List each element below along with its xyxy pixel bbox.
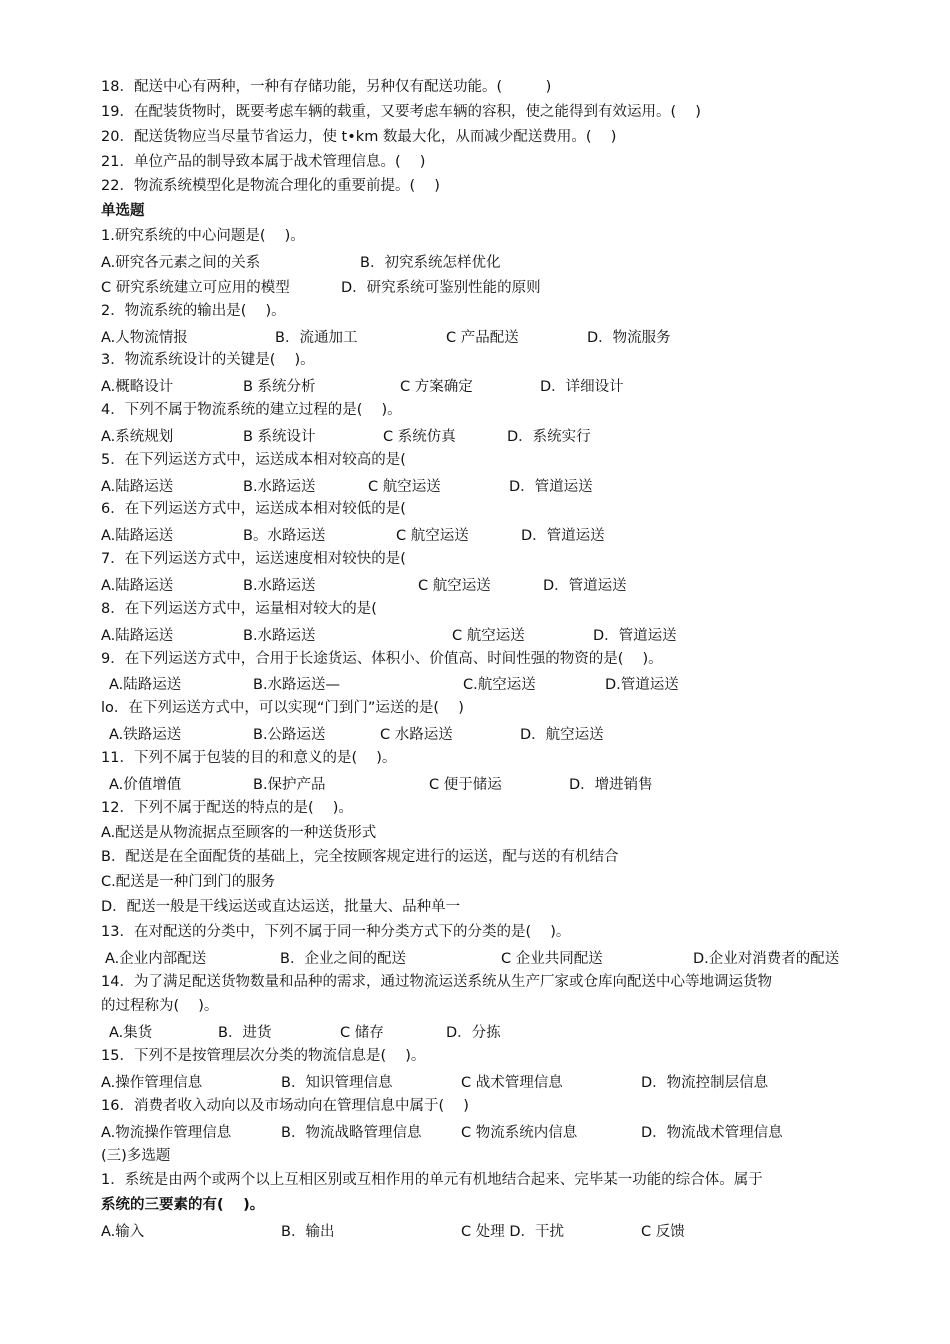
- text-line: 14．为了满足配送货物数量和品种的需求，通过物流运送系统从生产厂家或仓库向配送中心等地调运货物: [101, 973, 772, 990]
- answer-option: D．管道运送: [509, 478, 593, 495]
- answer-option: B 系统设计: [243, 428, 316, 445]
- answer-option: C.航空运送: [463, 677, 536, 694]
- answer-option: A.陆路运送: [101, 478, 174, 495]
- answer-option: C 企业共同配送: [501, 950, 603, 967]
- answer-option: C 物流系统内信息: [461, 1124, 578, 1141]
- answer-option: B．知识管理信息: [281, 1075, 393, 1091]
- answer-option: C 储存: [340, 1025, 384, 1042]
- answer-option: A.概略设计: [101, 379, 174, 396]
- answer-option: C 战术管理信息: [461, 1075, 563, 1091]
- answer-option: B．输出: [281, 1224, 335, 1241]
- answer-option: C 产品配送: [446, 329, 519, 346]
- answer-option: B.水路运送—: [253, 677, 341, 694]
- answer-option: D．管道运送: [543, 578, 627, 594]
- answer-option: A.集货: [109, 1025, 153, 1042]
- answer-option: B。水路运送: [243, 528, 326, 545]
- answer-option: B．初究系统怎样优化: [360, 254, 501, 271]
- answer-option: A.陆路运送: [101, 578, 174, 594]
- answer-option: C 航空运送: [452, 627, 525, 644]
- answer-option: C 水路运送: [380, 727, 453, 744]
- text-line: 15．下列不是按管理层次分类的物流信息是( )。: [101, 1048, 426, 1065]
- answer-option: A.陆路运送: [101, 528, 174, 545]
- answer-option: A.企业内部配送: [105, 950, 207, 967]
- answer-option: C 反馈: [641, 1224, 685, 1241]
- text-line: 6．在下列运送方式中，运送成本相对较低的是(: [101, 501, 406, 518]
- text-line: 2．物流系统的输出是( )。: [101, 302, 286, 319]
- answer-option: A.系统规划: [101, 428, 174, 445]
- text-line: 20．配送货物应当尽量节省运力，使 t•km 数最大化，从而减少配送费用。( ): [101, 128, 617, 145]
- answer-option: B．企业之间的配送: [280, 950, 406, 967]
- answer-option: B.水路运送: [243, 478, 316, 495]
- answer-option: C 航空运送: [418, 578, 491, 594]
- text-line: C.配送是一种门到门的服务: [101, 874, 276, 891]
- answer-option: B．物流战略管理信息: [281, 1124, 422, 1141]
- answer-option: B.公路运送: [253, 727, 326, 744]
- answer-option: A.人物流情报: [101, 329, 188, 346]
- section-heading: 系统的三要素的有( )。: [101, 1197, 265, 1214]
- answer-option: D．管道运送: [521, 528, 605, 545]
- answer-option: C 研究系统建立可应用的模型: [101, 279, 290, 296]
- answer-option: D．系统实行: [507, 428, 591, 445]
- text-line: 1．系统是由两个或两个以上互相区别或互相作用的单元有机地结合起来、完毕某一功能的综合体。属于: [101, 1172, 763, 1189]
- text-line: 19．在配装货物时，既要考虑车辆的载重，又要考虑车辆的容积，使之能得到有效运用。( ): [101, 103, 701, 120]
- text-line: 11．下列不属于包装的目的和意义的是( )。: [101, 749, 397, 766]
- text-line: 4．下列不属于物流系统的建立过程的是( )。: [101, 402, 402, 419]
- answer-option: D．物流服务: [587, 329, 671, 346]
- text-line: 1.研究系统的中心问题是( )。: [101, 228, 305, 245]
- text-line: lo．在下列运送方式中，可以实现“门到门”运送的是( ): [101, 700, 464, 717]
- section-heading: 单选题: [101, 203, 145, 220]
- answer-option: D．研究系统可鉴别性能的原则: [341, 279, 541, 296]
- text-line: B．配送是在全面配货的基础上，完全按顾客规定进行的运送，配与送的有机结合: [101, 849, 619, 866]
- answer-option: A.价值增值: [109, 776, 182, 793]
- answer-option: A.研究各元素之间的关系: [101, 254, 261, 271]
- answer-option: A.操作管理信息: [101, 1075, 203, 1091]
- text-line: 21．单位产品的制导致本属于战术管理信息。( ): [101, 153, 426, 170]
- text-line: 7．在下列运送方式中，运送速度相对较快的是(: [101, 551, 406, 568]
- text-line: A.配送是从物流据点至顾客的一种送货形式: [101, 824, 377, 841]
- text-line: 22．物流系统模型化是物流合理化的重要前提。( ): [101, 178, 440, 195]
- answer-option: B．流通加工: [275, 329, 358, 346]
- answer-option: D．航空运送: [520, 727, 604, 744]
- answer-option: D．物流控制层信息: [641, 1075, 769, 1091]
- answer-option: C 处理 D．干扰: [461, 1224, 565, 1241]
- answer-option: B.水路运送: [243, 578, 316, 594]
- answer-option: D.管道运送: [605, 677, 679, 694]
- answer-option: A.铁路运送: [109, 727, 182, 744]
- answer-option: C 方案确定: [400, 379, 473, 396]
- text-line: D．配送一般是干线运送或直达运送，批量大、品种单一: [101, 899, 461, 916]
- answer-option: D．管道运送: [593, 627, 677, 644]
- text-line: 8．在下列运送方式中，运量相对较大的是(: [101, 600, 377, 617]
- answer-option: A.陆路运送: [109, 677, 182, 694]
- text-line: 12．下列不属于配送的特点的是( )。: [101, 799, 353, 816]
- answer-option: B.保护产品: [253, 776, 326, 793]
- answer-option: B 系统分析: [243, 379, 316, 396]
- text-line: 18．配送中心有两种，一种有存储功能，另种仅有配送功能。( ): [101, 79, 552, 95]
- answer-option: C 系统仿真: [383, 428, 456, 445]
- answer-option: C 航空运送: [396, 528, 469, 545]
- text-line: 5．在下列运送方式中，运送成本相对较高的是(: [101, 451, 406, 468]
- text-line: 16．消费者收入动向以及市场动向在管理信息中属于( ): [101, 1097, 469, 1114]
- answer-option: A.输入: [101, 1224, 145, 1241]
- answer-option: A.物流操作管理信息: [101, 1124, 232, 1141]
- text-line: 的过程称为( )。: [101, 998, 219, 1015]
- answer-option: D．物流战术管理信息: [641, 1124, 783, 1141]
- text-line: (三)多选题: [101, 1147, 171, 1164]
- answer-option: A.陆路运送: [101, 627, 174, 644]
- answer-option: C 便于储运: [429, 776, 502, 793]
- text-line: 3．物流系统设计的关键是( )。: [101, 352, 315, 369]
- answer-option: C 航空运送: [368, 478, 441, 495]
- text-line: 13．在对配送的分类中，下列不属于同一种分类方式下的分类的是( )。: [101, 923, 571, 940]
- answer-option: D．增进销售: [569, 776, 653, 793]
- answer-option: B．进货: [218, 1025, 272, 1042]
- answer-option: B.水路运送: [243, 627, 316, 644]
- answer-option: D．详细设计: [540, 379, 624, 396]
- answer-option: D．分拣: [446, 1025, 501, 1042]
- text-line: 9．在下列运送方式中，合用于长途货运、体积小、价值高、时间性强的物资的是( )。: [101, 650, 663, 667]
- answer-option: D.企业对消费者的配送: [693, 950, 840, 967]
